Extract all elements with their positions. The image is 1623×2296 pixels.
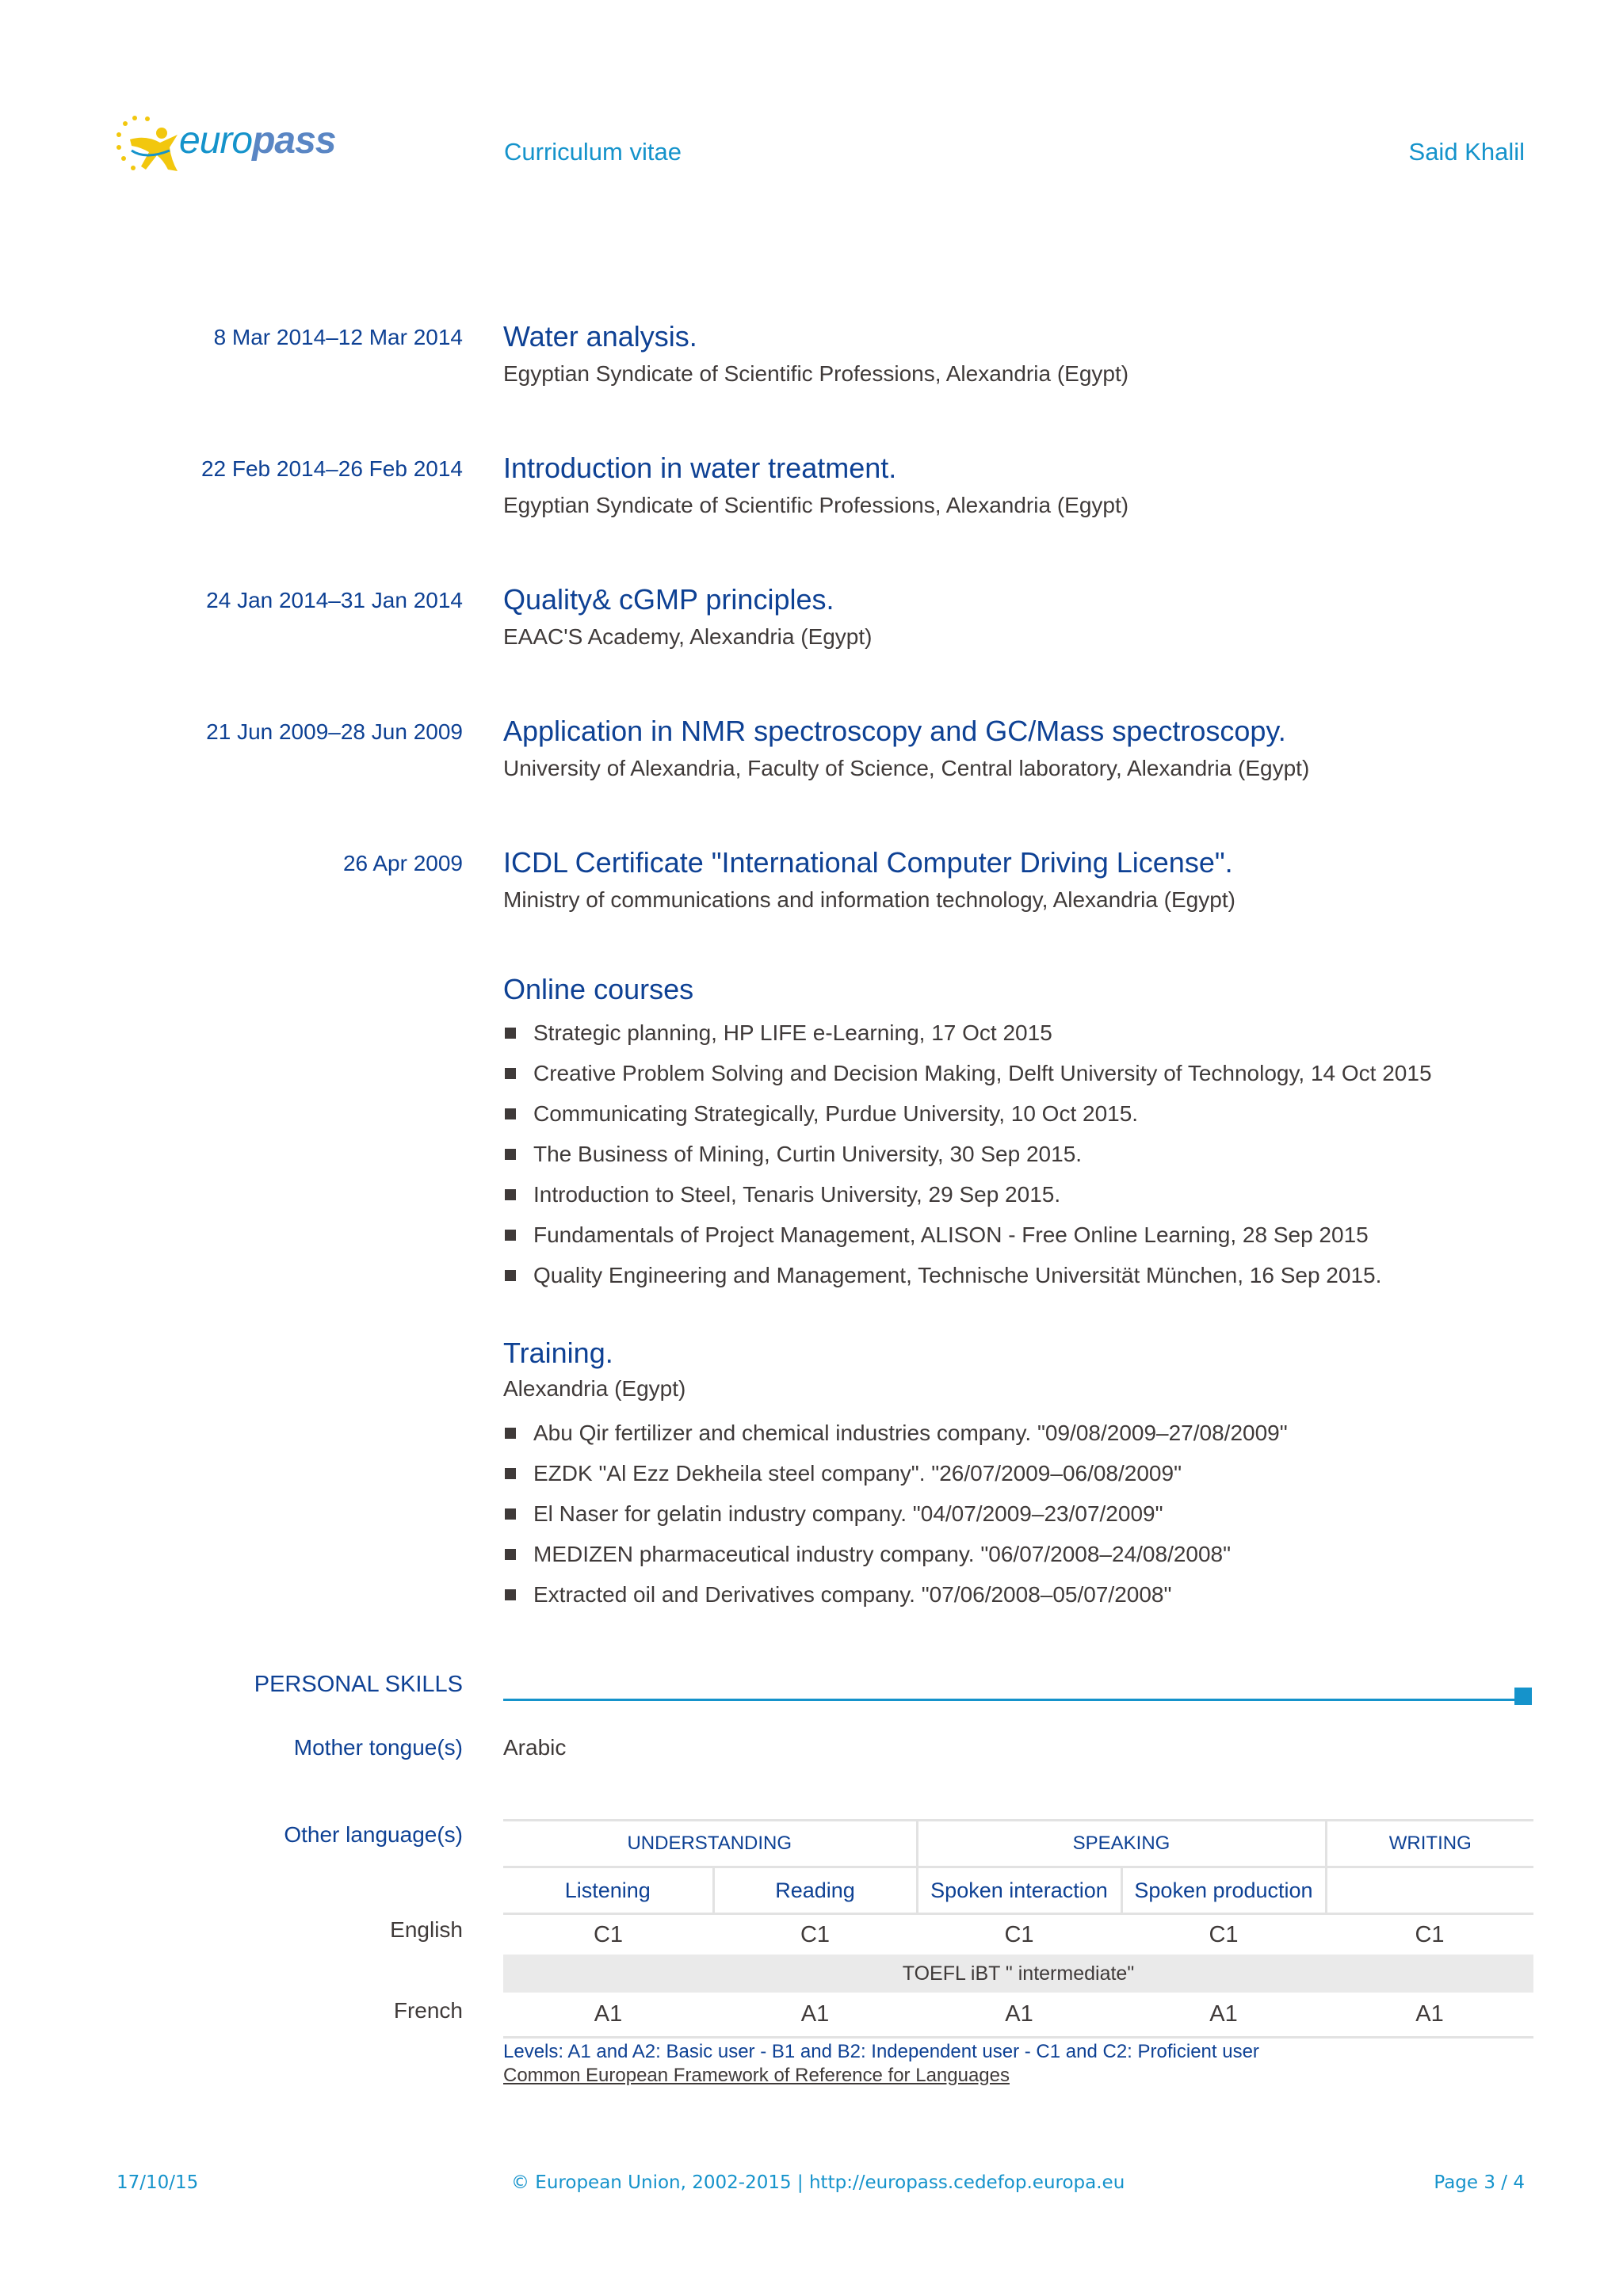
- certificate-note: TOEFL iBT " intermediate": [503, 1955, 1533, 1993]
- bullet-square-icon: [505, 1230, 516, 1241]
- bullet-square-icon: [505, 1270, 516, 1281]
- list-item-text: EZDK "Al Ezz Dekheila steel company". "26/07/2009–06/08/2009": [533, 1461, 1182, 1486]
- mother-tongue-value: Arabic: [503, 1735, 567, 1760]
- entry-title: Application in NMR spectroscopy and GC/Mass spectroscopy.: [503, 715, 1286, 747]
- bullet-square-icon: [505, 1549, 516, 1560]
- list-item-text: MEDIZEN pharmaceutical industry company. "06/07/2008–24/08/2008": [533, 1542, 1232, 1566]
- bullet-square-icon: [505, 1508, 516, 1520]
- listening-header: Listening: [503, 1867, 713, 1914]
- other-languages-label: Other language(s): [284, 1822, 463, 1847]
- list-item-text: Fundamentals of Project Management, ALISON - Free Online Learning, 28 Sep 2015: [533, 1222, 1369, 1247]
- page-header: [0, 111, 1623, 190]
- online-courses-title: Online courses: [503, 973, 694, 1005]
- bullet-square-icon: [505, 1068, 516, 1079]
- list-item-text: Strategic planning, HP LIFE e-Learning, 17 Oct 2015: [533, 1020, 1052, 1045]
- table-header-row: [503, 1821, 1533, 1867]
- list-item: [503, 1013, 1623, 1053]
- cefr-link[interactable]: Common European Framework of Reference for Languages: [503, 2065, 1010, 2086]
- levels-note: Levels: A1 and A2: Basic user - B1 and B2: Independent user - C1 and C2: Proficient user: [503, 2041, 1259, 2062]
- entry-date: 24 Jan 2014–31 Jan 2014: [206, 588, 463, 612]
- document-title: Curriculum vitae: [504, 138, 682, 166]
- list-item: [503, 1093, 1623, 1134]
- level-cell: A1: [1121, 1993, 1326, 2037]
- list-item-text: The Business of Mining, Curtin University, 30 Sep 2015.: [533, 1142, 1083, 1166]
- training-title: Training.: [503, 1337, 613, 1369]
- training-section: [503, 1337, 1623, 1615]
- list-item-text: Creative Problem Solving and Decision Making, Delft University of Technology, 14 Oct 2015: [533, 1061, 1432, 1085]
- level-cell: A1: [503, 1993, 713, 2037]
- level-cell: C1: [1209, 1921, 1239, 1947]
- bullet-square-icon: [505, 1108, 516, 1119]
- entry-date: 26 Apr 2009: [342, 851, 463, 875]
- language-name-french: French: [393, 1998, 463, 2023]
- personal-skills-label: PERSONAL SKILLS: [254, 1672, 463, 1697]
- bullet-square-icon: [505, 1428, 516, 1439]
- list-item-text: Extracted oil and Derivatives company. "07/06/2008–05/07/2008": [533, 1582, 1172, 1607]
- footer-copyright: © European Union, 2002-2015 | http://europass.cedefop.europa.eu: [511, 2172, 1125, 2193]
- language-skills-table: [503, 1819, 1533, 2039]
- entry-organisation: EAAC'S Academy, Alexandria (Egypt): [503, 624, 873, 649]
- mother-tongue-label: Mother tongue(s): [293, 1735, 463, 1760]
- level-cell: A1: [713, 1993, 917, 2037]
- section-marker-icon: [1514, 1688, 1532, 1705]
- list-item: [503, 1053, 1623, 1093]
- education-entry: [0, 317, 1623, 448]
- bullet-square-icon: [505, 1028, 516, 1039]
- level-cell: A1: [917, 1993, 1121, 2037]
- entry-title: ICDL Certificate "International Computer Driving License".: [503, 846, 1233, 879]
- table-row: [503, 1914, 1533, 1955]
- education-entry: [0, 843, 1623, 974]
- writing-subheader: [1326, 1867, 1533, 1914]
- reading-header: Reading: [713, 1867, 917, 1914]
- list-item-text: Abu Qir fertilizer and chemical industries company. "09/08/2009–27/08/2009": [533, 1421, 1288, 1445]
- footer-date: 17/10/15: [116, 2172, 199, 2193]
- table-row: [503, 1993, 1533, 2037]
- spoken-production-header: Spoken production: [1121, 1867, 1326, 1914]
- level-cell: C1: [800, 1921, 831, 1947]
- list-item: [503, 1255, 1623, 1295]
- section-divider: [503, 1699, 1516, 1701]
- spoken-interaction-header: Spoken interaction: [917, 1867, 1121, 1914]
- list-item: [503, 1574, 1623, 1615]
- list-item-text: Communicating Strategically, Purdue University, 10 Oct 2015.: [533, 1101, 1139, 1126]
- bullet-square-icon: [505, 1589, 516, 1600]
- level-cell: C1: [593, 1921, 624, 1947]
- entry-organisation: Egyptian Syndicate of Scientific Professions, Alexandria (Egypt): [503, 493, 1129, 517]
- level-cell: C1: [1415, 1921, 1445, 1947]
- list-item: [503, 1174, 1623, 1215]
- person-name: Said Khalil: [1408, 138, 1525, 166]
- training-location: Alexandria (Egypt): [503, 1376, 686, 1401]
- understanding-header: UNDERSTANDING: [503, 1821, 917, 1867]
- entry-organisation: Egyptian Syndicate of Scientific Professions, Alexandria (Egypt): [503, 361, 1129, 386]
- education-entry: [0, 711, 1623, 843]
- education-section: [0, 317, 1623, 1615]
- entry-date: 8 Mar 2014–12 Mar 2014: [213, 325, 463, 349]
- entry-title: Quality& cGMP principles.: [503, 583, 834, 616]
- online-courses-section: [503, 973, 1623, 1295]
- entry-title: Water analysis.: [503, 320, 697, 353]
- list-item: [503, 1453, 1623, 1493]
- entry-date: 22 Feb 2014–26 Feb 2014: [200, 456, 463, 481]
- level-cell: C1: [1004, 1921, 1034, 1947]
- level-cell: A1: [1326, 1993, 1533, 2037]
- page-footer: [0, 2172, 1623, 2204]
- list-item: [503, 1534, 1623, 1574]
- list-item-text: Quality Engineering and Management, Technische Universität München, 16 Sep 2015.: [533, 1263, 1382, 1287]
- logo-text-pass: pass: [252, 120, 336, 162]
- europass-logo: [114, 111, 336, 182]
- training-list: [503, 1413, 1623, 1615]
- entry-title: Introduction in water treatment.: [503, 452, 897, 484]
- online-courses-list: [503, 1013, 1623, 1295]
- entry-organisation: University of Alexandria, Faculty of Science, Central laboratory, Alexandria (Egypt): [503, 756, 1310, 780]
- list-item-text: Introduction to Steel, Tenaris University, 29 Sep 2015.: [533, 1182, 1061, 1207]
- list-item: [503, 1134, 1623, 1174]
- education-entry: [0, 448, 1623, 580]
- certificate-row: [503, 1955, 1533, 1993]
- list-item: [503, 1493, 1623, 1534]
- logo-wordmark: [179, 119, 335, 162]
- bullet-square-icon: [505, 1468, 516, 1479]
- entry-organisation: Ministry of communications and information technology, Alexandria (Egypt): [503, 887, 1235, 912]
- list-item: [503, 1413, 1623, 1453]
- list-item: [503, 1215, 1623, 1255]
- speaking-header: SPEAKING: [917, 1821, 1326, 1867]
- language-name-english: English: [390, 1917, 463, 1942]
- list-item-text: El Naser for gelatin industry company. "04/07/2009–23/07/2009": [533, 1501, 1163, 1526]
- logo-text-euro: euro: [179, 120, 253, 162]
- bullet-square-icon: [505, 1189, 516, 1200]
- table-subheader-row: [503, 1867, 1533, 1914]
- europass-figure-icon: [114, 111, 185, 182]
- personal-skills-heading: [0, 1672, 1623, 1703]
- education-entry: [0, 580, 1623, 711]
- entry-date: 21 Jun 2009–28 Jun 2009: [206, 719, 463, 744]
- page-number: Page 3 / 4: [1434, 2172, 1525, 2193]
- writing-header: WRITING: [1326, 1821, 1533, 1867]
- bullet-square-icon: [505, 1149, 516, 1160]
